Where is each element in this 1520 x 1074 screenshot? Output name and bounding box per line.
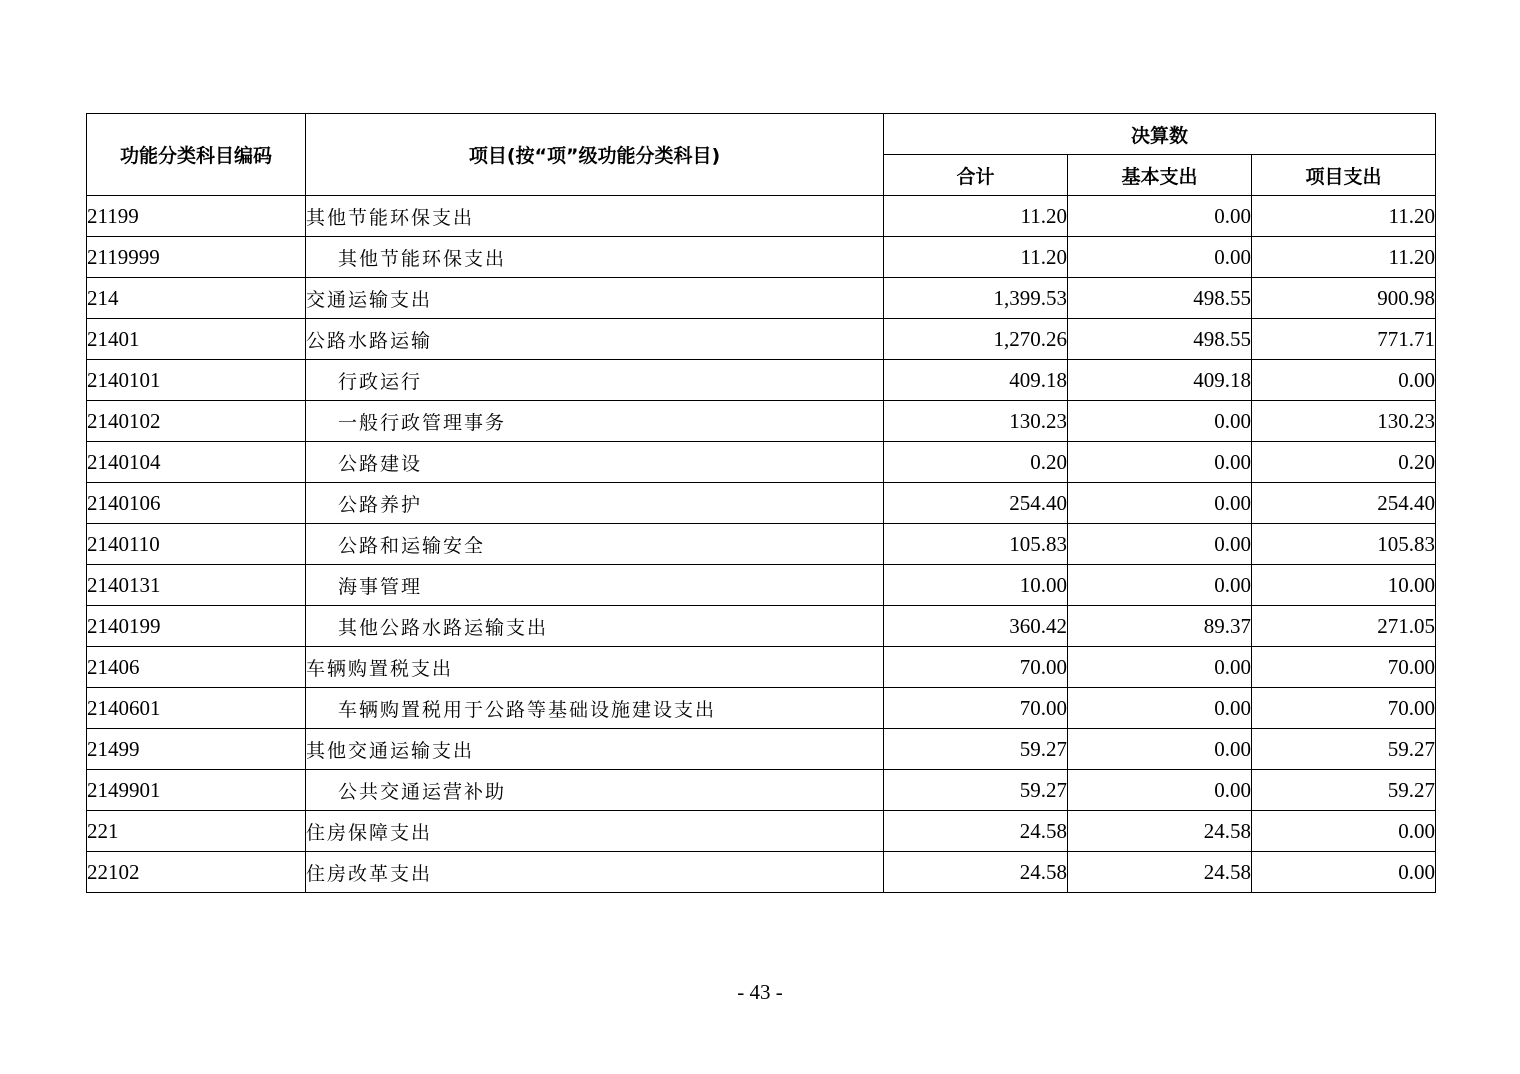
cell-total: 24.58 — [884, 811, 1068, 852]
cell-project: 900.98 — [1252, 278, 1436, 319]
table-row — [87, 442, 1436, 483]
cell-code: 21499 — [87, 729, 306, 770]
cell-total: 0.20 — [884, 442, 1068, 483]
cell-code: 2149901 — [87, 770, 306, 811]
cell-item-name: 一般行政管理事务 — [306, 401, 884, 442]
cell-item-name: 公路建设 — [306, 442, 884, 483]
table-row — [87, 647, 1436, 688]
table-body — [87, 196, 1436, 893]
cell-total: 1,270.26 — [884, 319, 1068, 360]
cell-project: 0.00 — [1252, 852, 1436, 893]
cell-code: 22102 — [87, 852, 306, 893]
cell-total: 70.00 — [884, 688, 1068, 729]
cell-basic: 0.00 — [1068, 401, 1252, 442]
cell-total: 409.18 — [884, 360, 1068, 401]
cell-basic: 498.55 — [1068, 278, 1252, 319]
table-row — [87, 606, 1436, 647]
cell-total: 59.27 — [884, 729, 1068, 770]
cell-code: 2140102 — [87, 401, 306, 442]
cell-total: 24.58 — [884, 852, 1068, 893]
cell-basic: 24.58 — [1068, 811, 1252, 852]
cell-code: 21406 — [87, 647, 306, 688]
cell-total: 10.00 — [884, 565, 1068, 606]
table-row — [87, 729, 1436, 770]
cell-total: 105.83 — [884, 524, 1068, 565]
cell-basic: 409.18 — [1068, 360, 1252, 401]
cell-item-name: 车辆购置税支出 — [306, 647, 884, 688]
cell-total: 1,399.53 — [884, 278, 1068, 319]
cell-code: 2140131 — [87, 565, 306, 606]
cell-basic: 89.37 — [1068, 606, 1252, 647]
table-row — [87, 852, 1436, 893]
header-item: 项目(按“项”级功能分类科目) — [306, 114, 884, 196]
cell-project: 10.00 — [1252, 565, 1436, 606]
cell-item-name: 住房保障支出 — [306, 811, 884, 852]
cell-total: 70.00 — [884, 647, 1068, 688]
cell-code: 2119999 — [87, 237, 306, 278]
cell-basic: 0.00 — [1068, 442, 1252, 483]
cell-code: 21199 — [87, 196, 306, 237]
cell-item-name: 公路水路运输 — [306, 319, 884, 360]
cell-code: 2140601 — [87, 688, 306, 729]
cell-item-name: 其他节能环保支出 — [306, 196, 884, 237]
cell-basic: 0.00 — [1068, 524, 1252, 565]
cell-code: 2140199 — [87, 606, 306, 647]
cell-total: 130.23 — [884, 401, 1068, 442]
cell-code: 2140101 — [87, 360, 306, 401]
cell-total: 360.42 — [884, 606, 1068, 647]
cell-item-name: 车辆购置税用于公路等基础设施建设支出 — [306, 688, 884, 729]
page-number: - 43 - — [737, 980, 783, 1004]
cell-project: 0.00 — [1252, 811, 1436, 852]
cell-project: 0.20 — [1252, 442, 1436, 483]
budget-table — [86, 113, 1436, 893]
cell-project: 771.71 — [1252, 319, 1436, 360]
table-row — [87, 770, 1436, 811]
cell-project: 11.20 — [1252, 196, 1436, 237]
cell-project: 11.20 — [1252, 237, 1436, 278]
cell-project: 254.40 — [1252, 483, 1436, 524]
table-header — [87, 114, 1436, 196]
table-row — [87, 688, 1436, 729]
cell-basic: 0.00 — [1068, 483, 1252, 524]
cell-project: 59.27 — [1252, 770, 1436, 811]
cell-total: 11.20 — [884, 196, 1068, 237]
cell-code: 21401 — [87, 319, 306, 360]
cell-item-name: 公路养护 — [306, 483, 884, 524]
cell-project: 70.00 — [1252, 647, 1436, 688]
cell-total: 11.20 — [884, 237, 1068, 278]
cell-item-name: 公路和运输安全 — [306, 524, 884, 565]
cell-project: 59.27 — [1252, 729, 1436, 770]
cell-item-name: 其他节能环保支出 — [306, 237, 884, 278]
cell-project: 271.05 — [1252, 606, 1436, 647]
cell-code: 2140104 — [87, 442, 306, 483]
cell-item-name: 海事管理 — [306, 565, 884, 606]
cell-total: 59.27 — [884, 770, 1068, 811]
table-row — [87, 319, 1436, 360]
cell-basic: 0.00 — [1068, 770, 1252, 811]
table-row — [87, 196, 1436, 237]
cell-code: 2140110 — [87, 524, 306, 565]
table-row — [87, 278, 1436, 319]
cell-item-name: 行政运行 — [306, 360, 884, 401]
cell-basic: 0.00 — [1068, 647, 1252, 688]
cell-item-name: 公共交通运营补助 — [306, 770, 884, 811]
table-row — [87, 483, 1436, 524]
header-project: 项目支出 — [1252, 155, 1436, 196]
header-basic: 基本支出 — [1068, 155, 1252, 196]
cell-total: 254.40 — [884, 483, 1068, 524]
cell-project: 105.83 — [1252, 524, 1436, 565]
cell-item-name: 其他公路水路运输支出 — [306, 606, 884, 647]
cell-item-name: 其他交通运输支出 — [306, 729, 884, 770]
cell-code: 2140106 — [87, 483, 306, 524]
header-code: 功能分类科目编码 — [87, 114, 306, 196]
cell-basic: 0.00 — [1068, 196, 1252, 237]
table-row — [87, 811, 1436, 852]
header-total: 合计 — [884, 155, 1068, 196]
cell-item-name: 住房改革支出 — [306, 852, 884, 893]
cell-project: 0.00 — [1252, 360, 1436, 401]
cell-basic: 0.00 — [1068, 565, 1252, 606]
cell-basic: 498.55 — [1068, 319, 1252, 360]
table-row — [87, 565, 1436, 606]
cell-project: 130.23 — [1252, 401, 1436, 442]
cell-project: 70.00 — [1252, 688, 1436, 729]
cell-basic: 24.58 — [1068, 852, 1252, 893]
table-row — [87, 237, 1436, 278]
cell-basic: 0.00 — [1068, 688, 1252, 729]
cell-basic: 0.00 — [1068, 237, 1252, 278]
table-row — [87, 360, 1436, 401]
cell-item-name: 交通运输支出 — [306, 278, 884, 319]
cell-code: 221 — [87, 811, 306, 852]
table-row — [87, 401, 1436, 442]
cell-code: 214 — [87, 278, 306, 319]
cell-basic: 0.00 — [1068, 729, 1252, 770]
header-final-accounts: 决算数 — [884, 114, 1436, 155]
table-row — [87, 524, 1436, 565]
